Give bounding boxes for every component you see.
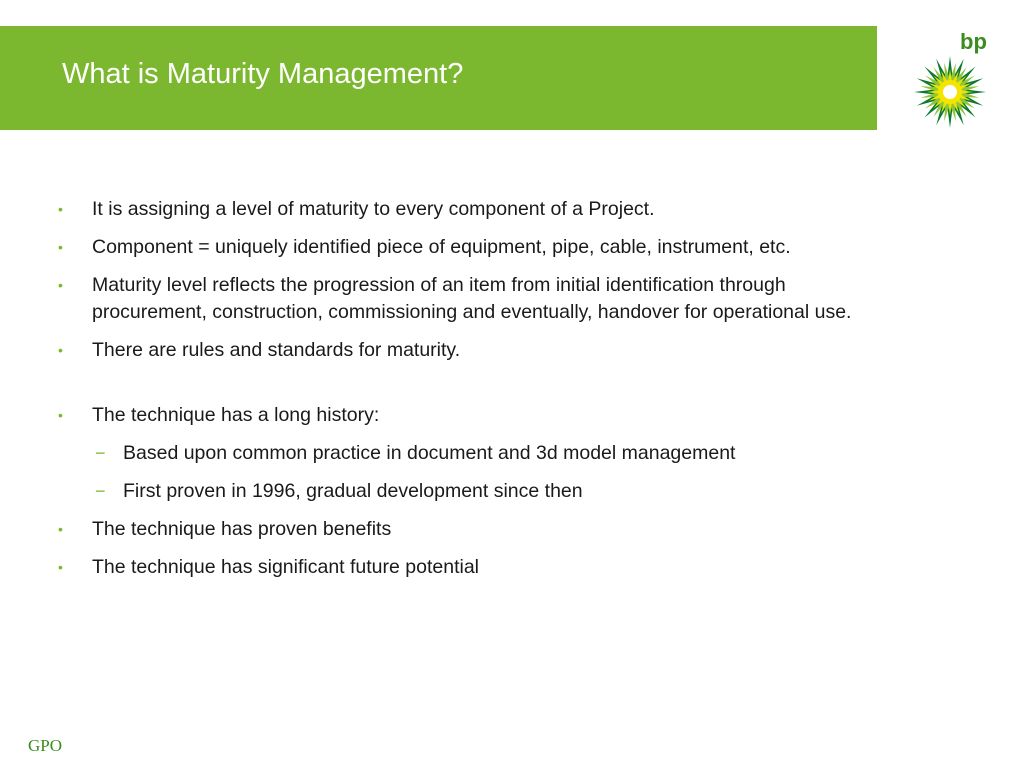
bullet-marker: • (58, 342, 63, 358)
bullet-marker: • (58, 201, 63, 217)
bp-logo (910, 30, 994, 132)
list-item (58, 234, 878, 261)
bullet-marker: • (58, 407, 63, 423)
bp-logo-text: bp (960, 30, 987, 54)
list-item-text: There are rules and standards for maturity. (92, 339, 461, 361)
footer-label: GPO (28, 736, 63, 755)
list-item-text: The technique has proven benefits (92, 518, 392, 540)
list-item (58, 554, 878, 581)
list-item-text: The technique has a long history: (92, 404, 380, 426)
list-item (58, 402, 878, 429)
list-item-text: It is assigning a level of maturity to every component of a Project. (92, 198, 655, 220)
bp-helios-sunflower-icon (910, 30, 994, 132)
list-item-text: Component = uniquely identified piece of equipment, pipe, cable, instrument, etc. (92, 236, 791, 258)
bullet-marker: • (58, 277, 63, 293)
bullet-marker: • (58, 239, 63, 255)
dash-marker: − (95, 443, 106, 463)
list-item-text: Maturity level reflects the progression of an item from initial identification through procurement, construction, commissioning and eventually, handover for operational use. (92, 274, 852, 323)
bullet-marker: • (58, 521, 63, 537)
sub-list-item (58, 478, 878, 505)
sub-list-item (58, 440, 878, 467)
list-item-text: Based upon common practice in document and 3d model management (123, 442, 736, 464)
list-item (58, 272, 878, 326)
page-title: What is Maturity Management? (62, 58, 464, 90)
list-item (58, 196, 878, 223)
list-item (58, 516, 878, 543)
bullet-list (58, 196, 878, 592)
dash-marker: − (95, 481, 106, 501)
list-item (58, 337, 878, 364)
bullet-marker: • (58, 559, 63, 575)
list-item-text: The technique has significant future potential (92, 556, 480, 578)
list-item-text: First proven in 1996, gradual development since then (123, 480, 583, 502)
